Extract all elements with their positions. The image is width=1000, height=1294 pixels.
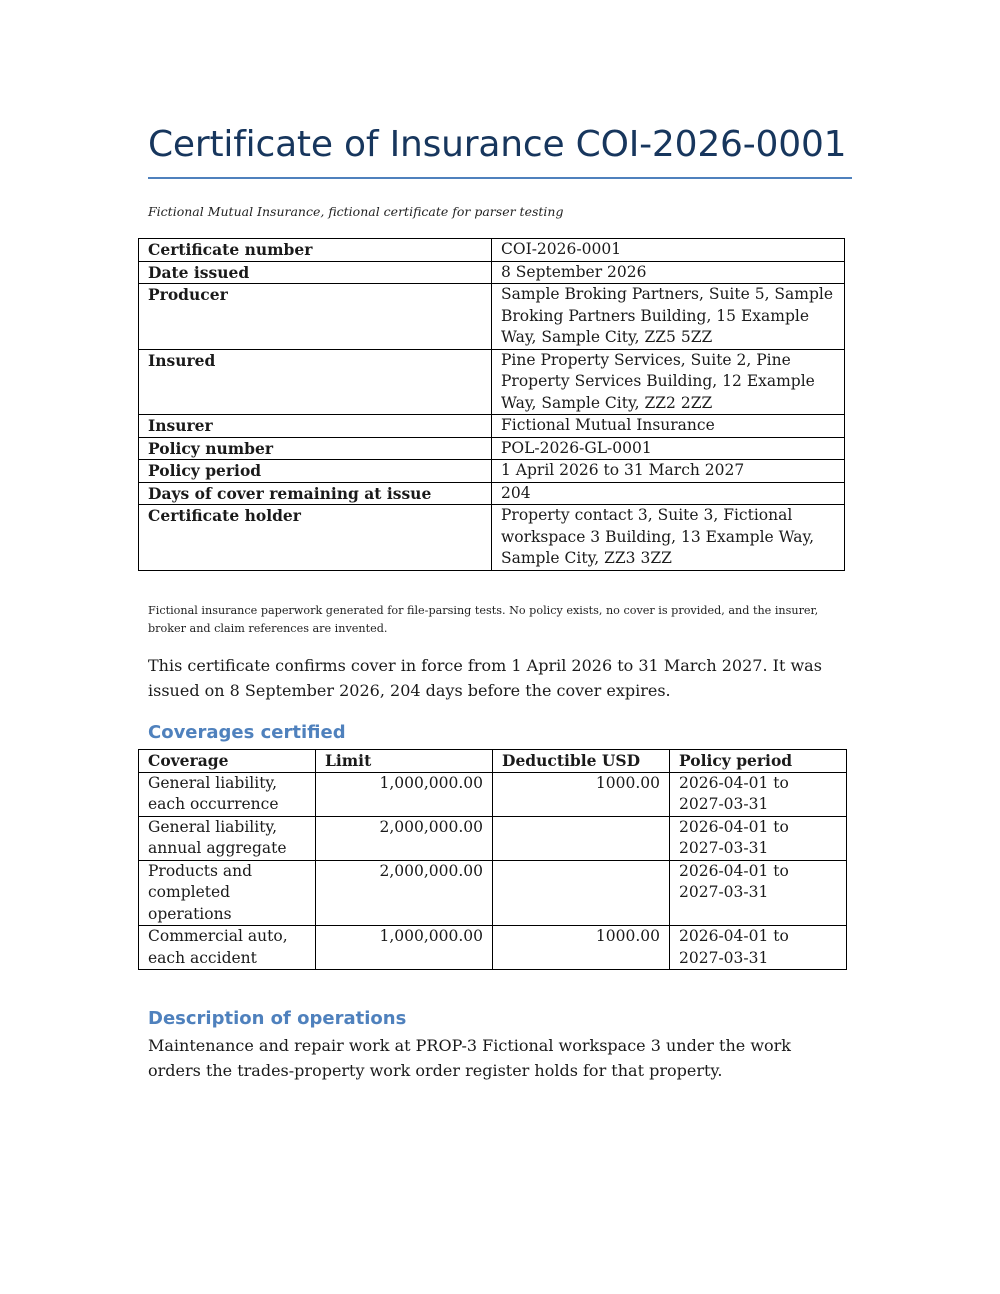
detail-label: Insured (139, 349, 492, 415)
title-divider (148, 177, 852, 179)
detail-label: Policy period (139, 460, 492, 483)
detail-label: Date issued (139, 261, 492, 284)
detail-value: COI-2026-0001 (492, 239, 845, 262)
detail-value: Pine Property Services, Suite 2, Pine Property Services Building, 12 Example Way, Sample City, ZZ2 2ZZ (492, 349, 845, 415)
table-row (139, 261, 845, 284)
policy-period-cell: 2026-04-01 to 2027-03-31 (670, 816, 847, 860)
document-subtitle: Fictional Mutual Insurance, fictional certificate for parser testing (148, 204, 564, 219)
detail-label: Certificate holder (139, 505, 492, 571)
table-row (139, 482, 845, 505)
table-row (139, 816, 847, 860)
certificate-details-table (138, 238, 845, 571)
detail-value: 1 April 2026 to 31 March 2027 (492, 460, 845, 483)
deductible-cell (493, 816, 670, 860)
table-row (139, 860, 847, 926)
table-row (139, 505, 845, 571)
coverage-cell: Products and completed operations (139, 860, 316, 926)
operations-heading: Description of operations (148, 1008, 407, 1029)
detail-value: POL-2026-GL-0001 (492, 437, 845, 460)
limit-cell: 1,000,000.00 (316, 926, 493, 970)
detail-label: Producer (139, 284, 492, 350)
coverage-cell: General liability, each occurrence (139, 772, 316, 816)
table-row (139, 460, 845, 483)
detail-label: Insurer (139, 415, 492, 438)
disclaimer-note: Fictional insurance paperwork generated for file-parsing tests. No policy exists, no cover is provided, and the insurer, broker and claim references are invented. (148, 604, 819, 635)
table-header-row (139, 750, 847, 773)
detail-value: 204 (492, 482, 845, 505)
column-header-policy-period: Policy period (670, 750, 847, 773)
limit-cell: 2,000,000.00 (316, 816, 493, 860)
table-row (139, 239, 845, 262)
column-header-coverage: Coverage (139, 750, 316, 773)
detail-value: Fictional Mutual Insurance (492, 415, 845, 438)
detail-label: Days of cover remaining at issue (139, 482, 492, 505)
policy-period-cell: 2026-04-01 to 2027-03-31 (670, 772, 847, 816)
detail-label: Policy number (139, 437, 492, 460)
coverage-cell: Commercial auto, each accident (139, 926, 316, 970)
operations-description: Maintenance and repair work at PROP-3 Fictional workspace 3 under the work orders the trades-property work order register holds for that property. (148, 1036, 791, 1080)
detail-value: Sample Broking Partners, Suite 5, Sample Broking Partners Building, 15 Example Way, Sample City, ZZ5 5ZZ (492, 284, 845, 350)
policy-period-cell: 2026-04-01 to 2027-03-31 (670, 926, 847, 970)
limit-cell: 1,000,000.00 (316, 772, 493, 816)
summary-paragraph: This certificate confirms cover in force from 1 April 2026 to 31 March 2027. It was issued on 8 September 2026, 204 days before the cover expires. (148, 656, 822, 700)
page-title: Certificate of Insurance COI-2026-0001 (148, 124, 847, 165)
coverages-heading: Coverages certified (148, 722, 346, 743)
table-row (139, 772, 847, 816)
deductible-cell: 1000.00 (493, 926, 670, 970)
column-header-deductible: Deductible USD (493, 750, 670, 773)
table-row (139, 926, 847, 970)
deductible-cell (493, 860, 670, 926)
table-row (139, 437, 845, 460)
column-header-limit: Limit (316, 750, 493, 773)
deductible-cell: 1000.00 (493, 772, 670, 816)
table-row (139, 284, 845, 350)
policy-period-cell: 2026-04-01 to 2027-03-31 (670, 860, 847, 926)
detail-label: Certificate number (139, 239, 492, 262)
detail-value: Property contact 3, Suite 3, Fictional workspace 3 Building, 13 Example Way, Sample City, ZZ3 3ZZ (492, 505, 845, 571)
limit-cell: 2,000,000.00 (316, 860, 493, 926)
coverages-table (138, 749, 847, 970)
table-row (139, 415, 845, 438)
detail-value: 8 September 2026 (492, 261, 845, 284)
table-row (139, 349, 845, 415)
coverage-cell: General liability, annual aggregate (139, 816, 316, 860)
